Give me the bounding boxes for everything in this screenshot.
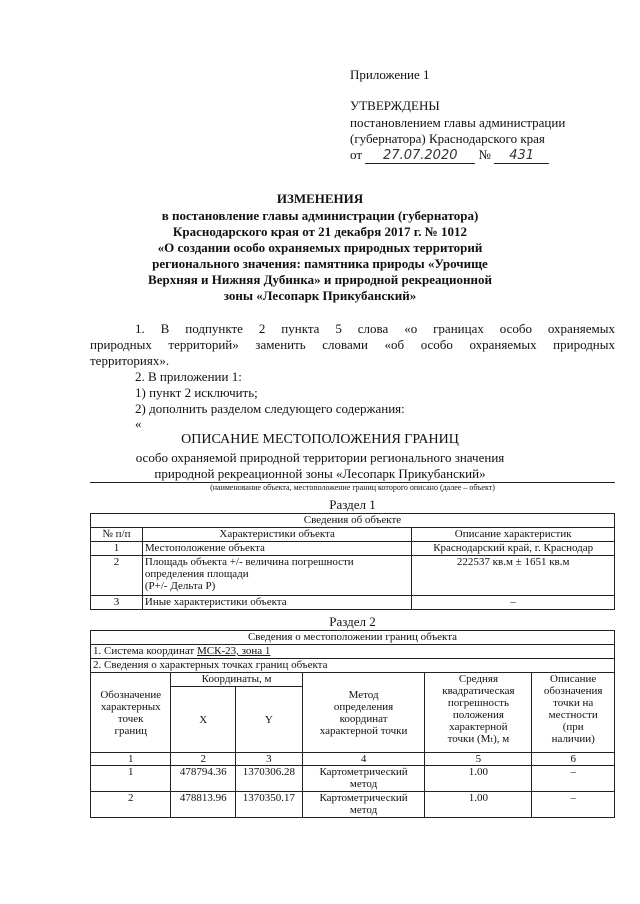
column-number: 2 [171, 753, 236, 766]
title-line-3: «О создании особо охраняемых природных территорий [157, 240, 483, 255]
point-method [302, 792, 425, 818]
area-label-line-1: Площадь объекта +/- величина погрешности [144, 556, 354, 568]
column-number: 3 [236, 753, 303, 766]
description-line-2: природной рекреационной зоны «Лесопарк Прикубанский» [154, 466, 486, 481]
header-point-description [532, 673, 615, 753]
header-text: Средняя [458, 673, 499, 685]
column-number: 1 [91, 753, 171, 766]
row-number: 1 [91, 542, 143, 556]
header-text: (при [562, 721, 584, 733]
from-label: от [350, 147, 363, 162]
approved-label: УТВЕРЖДЕНЫ [350, 98, 440, 113]
point-x: 478794.36 [171, 766, 236, 792]
area-label-line-2: определения площади [144, 568, 249, 580]
title-line-6: зоны «Лесопарк Прикубанский» [223, 288, 417, 303]
approval-date: 27.07.2020 [365, 148, 475, 164]
object-info-title: Сведения об объекте [91, 514, 615, 528]
paragraph-1-line-2: природных территорий» заменить словами «об особо охраняемых природных [90, 337, 615, 352]
title-line-5: Верхняя и Нижняя Дубинка» и природной рекреационной [148, 272, 492, 287]
table-row [91, 792, 615, 818]
paragraph-2-item-1: 1) пункт 2 исключить; [135, 385, 258, 400]
column-number: 5 [425, 753, 532, 766]
method-line-1: Картометрический [319, 766, 408, 778]
header-text: точек [117, 712, 144, 725]
paragraph-2-item-2: 2) дополнить разделом следующего содержания: [135, 401, 405, 416]
header-text: Описание [550, 673, 597, 685]
header-text: точки на [553, 697, 594, 709]
row-value: 222537 кв.м ± 1651 кв.м [412, 556, 615, 596]
paragraph-1-line-1: 1. В подпункте 2 пункта 5 слова «о границах особо охраняемых [135, 321, 615, 336]
approval-date-line [350, 147, 549, 164]
approval-line-1: постановлением главы администрации [350, 115, 566, 130]
header-text: квадратическая [442, 685, 515, 697]
appendix-label: Приложение 1 [350, 67, 430, 82]
method-line-1: Картометрический [319, 792, 408, 804]
area-label-line-3: (P+/- Дельта P) [144, 580, 216, 592]
header-description: Описание характеристик [412, 528, 615, 542]
method-line-2: метод [349, 804, 378, 816]
paragraph-2: 2. В приложении 1: [135, 369, 242, 384]
column-number: 4 [302, 753, 425, 766]
opening-quote: « [135, 416, 142, 431]
description-line-1: особо охраняемой природной территории регионального значения [135, 450, 505, 465]
header-text: определения [333, 700, 394, 713]
table-row [91, 542, 615, 556]
point-id: 2 [91, 792, 171, 818]
header-point-designation [91, 673, 171, 753]
coord-system-value: МСК-23, зона 1 [196, 645, 271, 657]
header-text: местности [548, 709, 598, 721]
point-id: 1 [91, 766, 171, 792]
title-line-4: регионального значения: памятника природы «Урочище [152, 256, 488, 271]
header-text: обозначения [543, 685, 603, 697]
coord-system-row [91, 645, 615, 659]
header-number: № п/п [91, 528, 143, 542]
approval-number: 431 [494, 148, 549, 164]
table-row [91, 596, 615, 610]
header-text: характерной точки [319, 724, 408, 737]
header-text: характерных [100, 700, 161, 713]
point-error: 1.00 [425, 792, 532, 818]
title-line-2: Краснодарского края от 21 декабря 2017 г. № 1012 [172, 224, 468, 239]
table-row [91, 766, 615, 792]
description-caption: (наименование объекта, местоположение границ которого описано (далее – объект) [210, 483, 495, 492]
boundary-points-table [90, 630, 615, 818]
header-text: погрешность [447, 697, 509, 709]
boundary-info-title: Сведения о местоположении границ объекта [91, 631, 615, 645]
row-characteristic: Местоположение объекта [142, 542, 411, 556]
row-number: 2 [91, 556, 143, 596]
row-value: Краснодарский край, г. Краснодар [412, 542, 615, 556]
point-description: – [532, 766, 615, 792]
header-characteristics: Характеристики объекта [142, 528, 411, 542]
document-title: ИЗМЕНЕНИЯ [276, 191, 364, 206]
table-header-row [91, 673, 615, 687]
coord-system-label: 1. Система координат [93, 645, 197, 657]
header-text: Метод [348, 688, 379, 701]
header-y: Y [236, 687, 303, 753]
header-text: наличии) [551, 733, 595, 745]
header-error [425, 673, 532, 753]
header-coordinates: Координаты, м [171, 673, 302, 687]
coord-system-cell [91, 645, 615, 659]
point-y: 1370350.17 [236, 792, 303, 818]
header-text: точки (Mₜ), м [447, 733, 510, 745]
section-1-title: Раздел 1 [329, 497, 376, 512]
table-title-row [91, 514, 615, 528]
table-row [91, 556, 615, 596]
paragraph-1-line-3: территориях». [90, 353, 170, 368]
point-x: 478813.96 [171, 792, 236, 818]
header-method [302, 673, 425, 753]
points-label-row [91, 659, 615, 673]
header-text: границ [114, 724, 147, 737]
header-text: характерной [449, 721, 508, 733]
table-header-row [91, 528, 615, 542]
row-characteristic: Иные характеристики объекта [142, 596, 411, 610]
point-description: – [532, 792, 615, 818]
point-error: 1.00 [425, 766, 532, 792]
row-value: – [412, 596, 615, 610]
point-method [302, 766, 425, 792]
approval-line-2: (губернатора) Краснодарского края [350, 131, 545, 146]
section-2-title: Раздел 2 [329, 614, 376, 629]
header-text: Обозначение [100, 688, 162, 701]
method-line-2: метод [349, 778, 378, 790]
header-x: X [171, 687, 236, 753]
row-number: 3 [91, 596, 143, 610]
header-text: координат [339, 712, 388, 725]
point-y: 1370306.28 [236, 766, 303, 792]
column-number: 6 [532, 753, 615, 766]
title-line-1: в постановление главы администрации (губернатора) [161, 208, 479, 223]
description-heading: ОПИСАНИЕ МЕСТОПОЛОЖЕНИЯ ГРАНИЦ [181, 432, 459, 447]
column-numbers-row [91, 753, 615, 766]
row-characteristic [142, 556, 411, 596]
table-title-row [91, 631, 615, 645]
object-info-table [90, 513, 615, 610]
number-label: № [478, 147, 491, 162]
points-label: 2. Сведения о характерных точках границ объекта [91, 659, 615, 673]
header-text: положения [452, 709, 504, 721]
